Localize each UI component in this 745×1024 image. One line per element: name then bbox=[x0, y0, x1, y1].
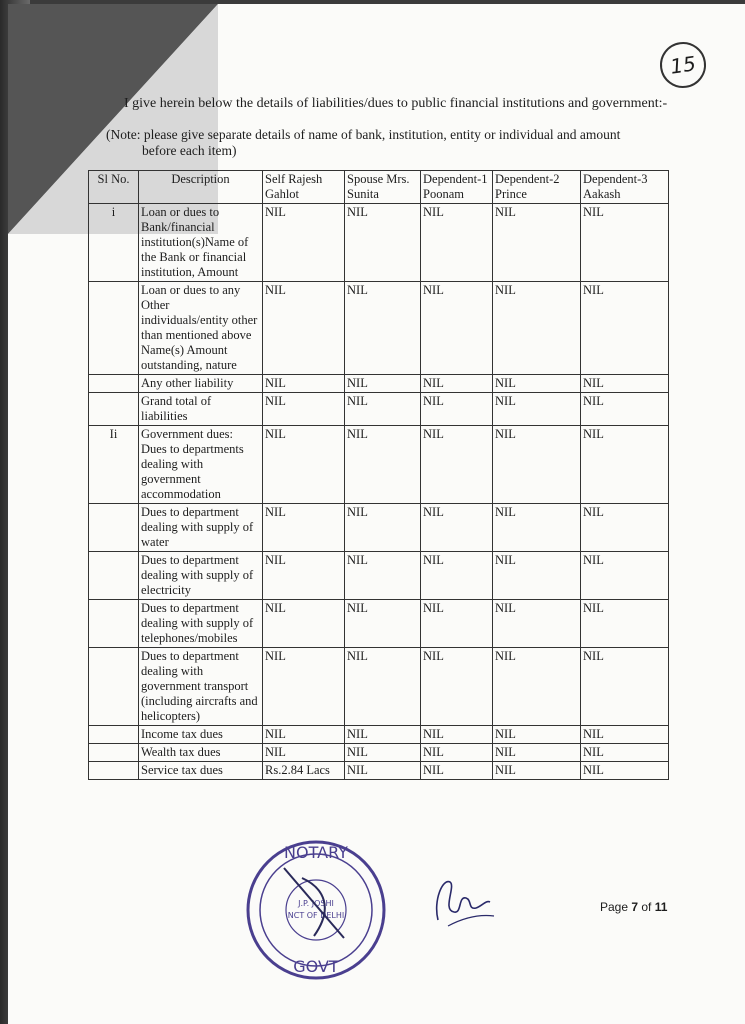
svg-text:NCT OF DELHI: NCT OF DELHI bbox=[287, 911, 345, 920]
notary-stamp bbox=[244, 838, 388, 982]
row-value: NIL bbox=[263, 282, 345, 375]
row-value: NIL bbox=[421, 744, 493, 762]
row-value: NIL bbox=[345, 552, 421, 600]
row-value: NIL bbox=[493, 375, 581, 393]
row-value: NIL bbox=[493, 600, 581, 648]
row-value: NIL bbox=[493, 552, 581, 600]
row-value: NIL bbox=[263, 600, 345, 648]
svg-text:NOTARY: NOTARY bbox=[284, 843, 348, 862]
row-value: NIL bbox=[421, 600, 493, 648]
liabilities-table bbox=[88, 170, 669, 780]
row-value: NIL bbox=[581, 726, 669, 744]
handwritten-page-mark: 15 bbox=[657, 39, 709, 91]
row-sl-no bbox=[89, 726, 139, 744]
signature bbox=[428, 870, 498, 930]
page-label: Page bbox=[600, 900, 632, 914]
table-row bbox=[89, 393, 669, 426]
row-sl-no bbox=[89, 375, 139, 393]
table-row bbox=[89, 282, 669, 375]
table-row bbox=[89, 648, 669, 726]
row-value: NIL bbox=[263, 426, 345, 504]
row-value: NIL bbox=[581, 552, 669, 600]
row-sl-no bbox=[89, 504, 139, 552]
row-value: NIL bbox=[345, 762, 421, 780]
table-row bbox=[89, 375, 669, 393]
row-value: NIL bbox=[493, 726, 581, 744]
row-value: NIL bbox=[493, 204, 581, 282]
row-value: NIL bbox=[421, 504, 493, 552]
table-header-row bbox=[89, 171, 669, 204]
row-value: NIL bbox=[421, 552, 493, 600]
row-value: NIL bbox=[345, 282, 421, 375]
row-value: NIL bbox=[581, 393, 669, 426]
row-description: Government dues: Dues to departments dealing with government accommodation bbox=[139, 426, 263, 504]
row-value: NIL bbox=[263, 204, 345, 282]
row-description: Loan or dues to Bank/financial institution(s)Name of the Bank or financial institution, Amount bbox=[139, 204, 263, 282]
table-row bbox=[89, 504, 669, 552]
row-value: NIL bbox=[345, 375, 421, 393]
row-description: Dues to department dealing with supply of electricity bbox=[139, 552, 263, 600]
table-row bbox=[89, 744, 669, 762]
row-value: NIL bbox=[263, 648, 345, 726]
document-page bbox=[8, 4, 745, 1024]
row-value: NIL bbox=[345, 744, 421, 762]
page-footer bbox=[600, 900, 667, 914]
row-value: NIL bbox=[345, 204, 421, 282]
row-value: NIL bbox=[263, 504, 345, 552]
svg-text:GOVT: GOVT bbox=[293, 957, 339, 976]
row-sl-no bbox=[89, 744, 139, 762]
row-description: Dues to department dealing with supply of telephones/mobiles bbox=[139, 600, 263, 648]
row-description: Any other liability bbox=[139, 375, 263, 393]
table-row bbox=[89, 552, 669, 600]
row-sl-no bbox=[89, 762, 139, 780]
header-dependent-1: Dependent-1 Poonam bbox=[421, 171, 493, 204]
row-value: NIL bbox=[493, 744, 581, 762]
row-value: NIL bbox=[581, 426, 669, 504]
row-sl-no bbox=[89, 552, 139, 600]
table-row bbox=[89, 762, 669, 780]
table-row bbox=[89, 204, 669, 282]
row-value: NIL bbox=[581, 375, 669, 393]
row-value: NIL bbox=[493, 504, 581, 552]
row-value: NIL bbox=[345, 726, 421, 744]
row-value: NIL bbox=[581, 282, 669, 375]
row-value: NIL bbox=[421, 648, 493, 726]
header-dependent-3: Dependent-3 Aakash bbox=[581, 171, 669, 204]
row-value: NIL bbox=[581, 648, 669, 726]
header-description: Description bbox=[139, 171, 263, 204]
note-line-2: before each item) bbox=[142, 143, 237, 158]
row-value: NIL bbox=[581, 762, 669, 780]
row-value: NIL bbox=[345, 600, 421, 648]
row-description: Dues to department dealing with government transport (including aircrafts and helicopters) bbox=[139, 648, 263, 726]
row-sl-no bbox=[89, 648, 139, 726]
svg-text:J.P. JOSHI: J.P. JOSHI bbox=[298, 899, 334, 908]
row-value: NIL bbox=[493, 282, 581, 375]
header-sl-no: Sl No. bbox=[89, 171, 139, 204]
row-value: NIL bbox=[581, 504, 669, 552]
row-value: NIL bbox=[345, 426, 421, 504]
row-value: Rs.2.84 Lacs bbox=[263, 762, 345, 780]
row-value: NIL bbox=[421, 726, 493, 744]
row-value: NIL bbox=[345, 393, 421, 426]
table-row bbox=[89, 426, 669, 504]
row-value: NIL bbox=[263, 375, 345, 393]
row-sl-no: i bbox=[89, 204, 139, 282]
page-of: of bbox=[638, 900, 655, 914]
page-current: 7 bbox=[631, 900, 639, 914]
row-value: NIL bbox=[493, 648, 581, 726]
table-row bbox=[89, 726, 669, 744]
row-sl-no bbox=[89, 282, 139, 375]
row-value: NIL bbox=[493, 393, 581, 426]
header-self: Self Rajesh Gahlot bbox=[263, 171, 345, 204]
row-sl-no bbox=[89, 393, 139, 426]
row-value: NIL bbox=[421, 393, 493, 426]
note-text bbox=[106, 127, 620, 159]
row-sl-no bbox=[89, 600, 139, 648]
note-line-1: (Note: please give separate details of name of bank, institution, entity or individual and amount bbox=[106, 127, 621, 142]
row-value: NIL bbox=[421, 282, 493, 375]
header-spouse: Spouse Mrs. Sunita bbox=[345, 171, 421, 204]
row-value: NIL bbox=[263, 552, 345, 600]
row-value: NIL bbox=[263, 393, 345, 426]
row-value: NIL bbox=[263, 744, 345, 762]
row-value: NIL bbox=[345, 648, 421, 726]
row-value: NIL bbox=[421, 375, 493, 393]
row-description: Dues to department dealing with supply of water bbox=[139, 504, 263, 552]
row-value: NIL bbox=[421, 762, 493, 780]
row-value: NIL bbox=[581, 600, 669, 648]
table-row bbox=[89, 600, 669, 648]
row-value: NIL bbox=[345, 504, 421, 552]
row-value: NIL bbox=[581, 204, 669, 282]
row-description: Wealth tax dues bbox=[139, 744, 263, 762]
row-description: Service tax dues bbox=[139, 762, 263, 780]
row-value: NIL bbox=[421, 426, 493, 504]
row-description: Income tax dues bbox=[139, 726, 263, 744]
row-description: Loan or dues to any Other individuals/entity other than mentioned above Name(s) Amount outstanding, nature bbox=[139, 282, 263, 375]
row-sl-no: Ii bbox=[89, 426, 139, 504]
row-value: NIL bbox=[421, 204, 493, 282]
row-value: NIL bbox=[263, 726, 345, 744]
intro-text: I give herein below the details of liabilities/dues to public financial institutions and government:- bbox=[124, 96, 668, 111]
header-dependent-2: Dependent-2 Prince bbox=[493, 171, 581, 204]
row-description: Grand total of liabilities bbox=[139, 393, 263, 426]
row-value: NIL bbox=[581, 744, 669, 762]
row-value: NIL bbox=[493, 426, 581, 504]
page-total: 11 bbox=[654, 900, 668, 914]
row-value: NIL bbox=[493, 762, 581, 780]
